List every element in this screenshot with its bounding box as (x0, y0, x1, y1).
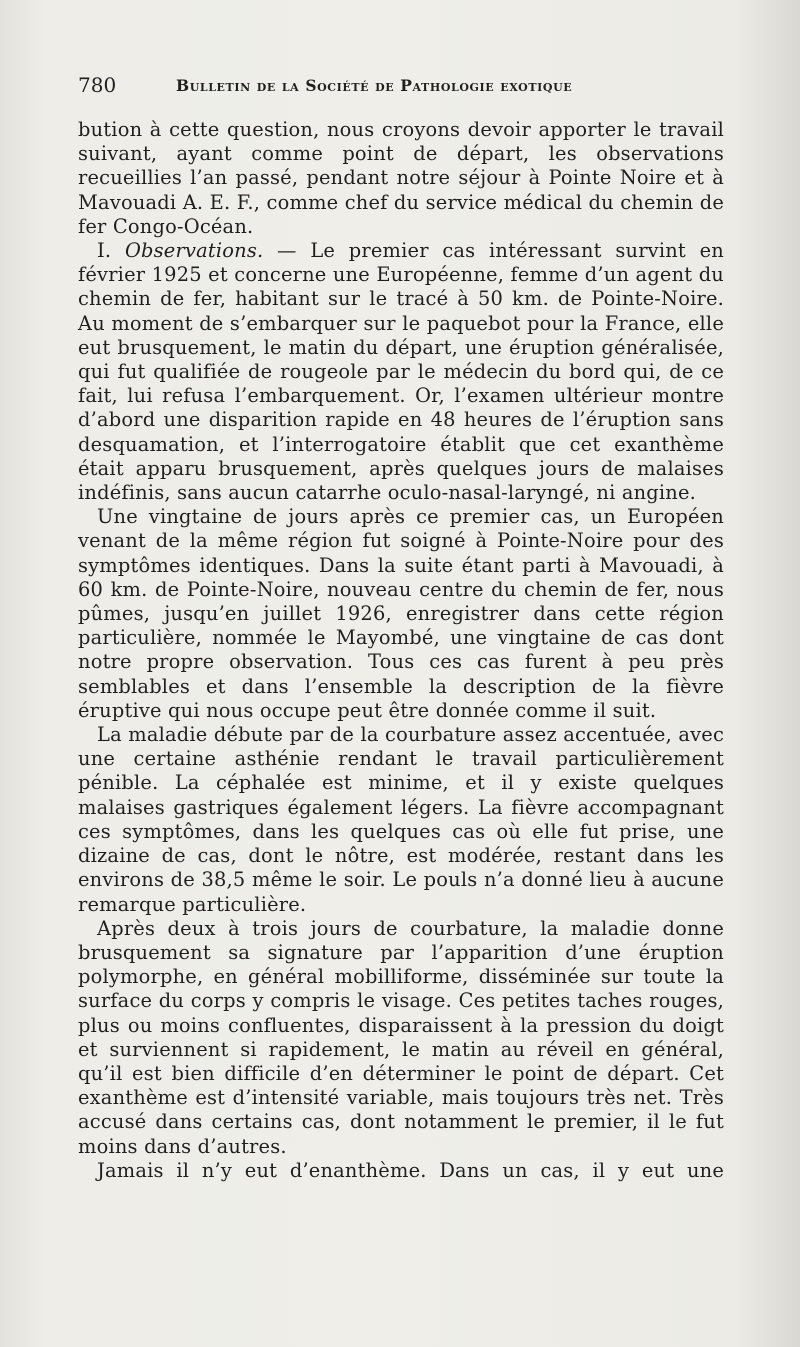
paragraph-eruption: Après deux à trois jours de courbature, la maladie donne brusquement sa signature par l’apparition d’une éruption polymorphe, en général mobilliforme, disséminée sur toute la surface du corps y compris le visage. Ces petites taches rouges, plus ou moins confluentes, disparaissent à la pression du doigt et surviennent si rapidement, le matin au réveil en général, qu’il est bien difficile d’en déterminer le point de départ. Cet exanthème est d’intensité variable, mais toujours très net. Très accusé dans certains cas, dont notamment le premier, il le fut moins dans d’autres. (78, 916, 724, 1158)
paragraph-first-case: — Le premier cas intéressant survint en février 1925 et concerne une Européenne, femme d’un agent du chemin de fer, habitant sur le tracé à 50 km. de Pointe-Noire. Au moment de s’embarquer sur le paquebot pour la France, elle eut brusquement, le matin du départ, une éruption généralisée, qui fut qualifiée de rougeole par le médecin du bord qui, de ce fait, lui refusa l’embarquement. Or, l’examen ultérieur montre d’abord une disparition rapide en 48 heures de l’éruption sans desquamation, et l’interrogatoire établit que cet exanthème était apparu brusquement, après quelques jours de malaises indéfinis, sans aucun catarrhe oculo-nasal-laryngé, ni angine. (78, 239, 724, 505)
journal-running-title: Bulletin de la Société de Pathologie exotique (176, 76, 573, 95)
running-header (78, 73, 728, 103)
article-body (78, 118, 724, 1183)
paragraph-onset: La maladie débute par de la courbature assez accentuée, avec une certaine asthénie rendant le travail particulièrement pénible. La céphalée est minime, et il y existe quelques malaises gastriques également légers. La fièvre accompagnant ces symptômes, dans les quelques cas où elle fut prise, une dizaine de cas, dont le nôtre, est modérée, restant dans les environs de 38,5 même le soir. Le pouls n’a donné lieu à aucune remarque particulière. (78, 723, 724, 916)
paragraph-observations (78, 239, 724, 505)
page-number: 780 (78, 73, 117, 97)
section-number: I. (97, 239, 112, 263)
paragraph-enanthem: Jamais il n’y eut d’enanthème. Dans un cas, il y eut une (97, 1158, 724, 1182)
paragraph-intro: bution à cette question, nous croyons devoir apporter le travail suivant, ayant comme point de départ, les observations recueillies l’an passé, pendant notre séjour à Pointe Noire et à Mavouadi A. E. F., comme chef du service médical du chemin de fer Congo-Océan. (78, 118, 724, 238)
section-heading: Observations. (124, 239, 264, 263)
paragraph-second-case: Une vingtaine de jours après ce premier cas, un Européen venant de la même région fut soigné à Pointe-Noire pour des symptômes identiques. Dans la suite étant parti à Mavouadi, à 60 km. de Pointe-Noire, nouveau centre du chemin de fer, nous pûmes, jusqu’en juillet 1926, enregistrer dans cette région particulière, nommée le Mayombé, une vingtaine de cas dont notre propre observation. Tous ces cas furent à peu près semblables et dans l’ensemble la description de la fièvre éruptive qui nous occupe peut être donnée comme il suit. (78, 505, 724, 722)
